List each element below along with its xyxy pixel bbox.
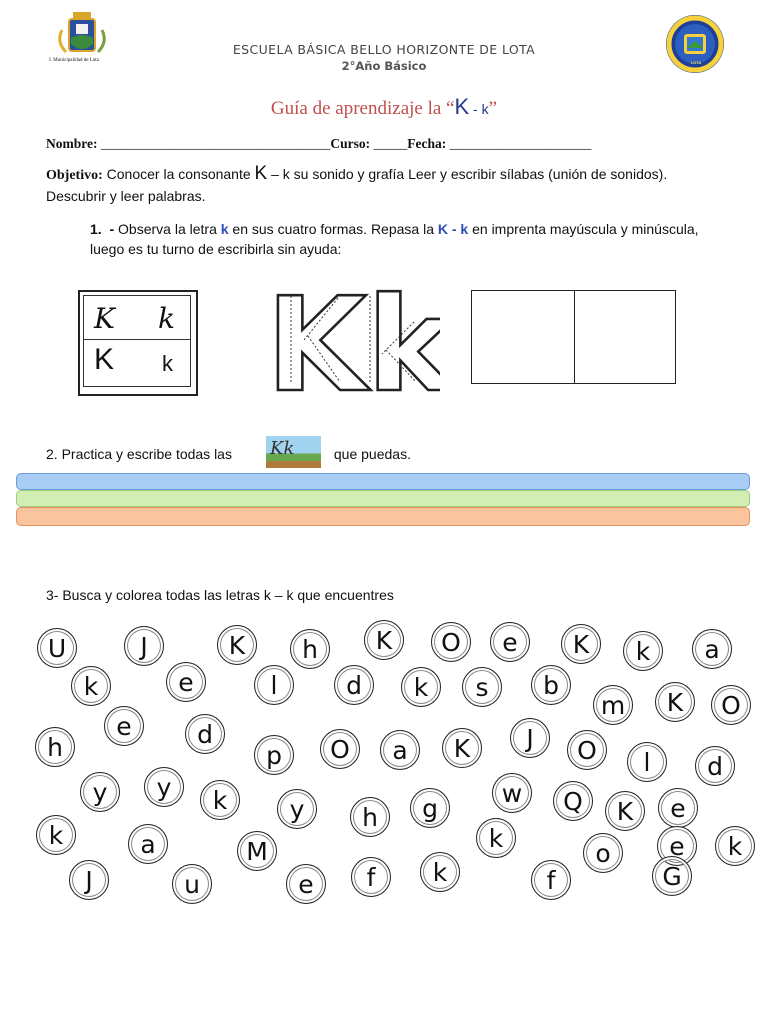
title-suffix: ” [488,98,498,119]
letter-circle[interactable]: l [627,742,667,782]
letter-circle[interactable]: e [166,662,206,702]
name-label: Nombre: [46,136,98,151]
school-seal-text: LOTA [690,60,702,65]
letter-circle[interactable]: m [593,685,633,725]
letter-circle[interactable]: k [401,667,441,707]
instruction-2-text-b: que puedas. [330,446,411,462]
letter-forms-grid [78,290,198,396]
name-field[interactable]: __________________________________ [100,136,331,151]
instruction-1-text-b: en sus cuatro formas. Repasa la [228,221,438,237]
school-name: ESCUELA BÁSICA BELLO HORIZONTE DE LOTA [232,42,536,57]
title-lower-k: k [481,101,489,117]
instruction-1-number: 1. [90,221,102,237]
letter-circle[interactable]: h [35,727,75,767]
letter-circle[interactable]: u [172,864,212,904]
instruction-1-dash: - [109,221,119,237]
grade-level: 2°Año Básico [341,59,427,73]
instruction-2-text-a: 2. Practica y escribe todas las [46,446,232,462]
letter-circle[interactable]: g [410,788,450,828]
letter-circle[interactable]: K [442,728,482,768]
kk-inline-image-text: Kk [270,438,295,459]
course-field[interactable]: _____ [373,136,408,151]
letter-circle[interactable]: s [462,667,502,707]
instruction-1 [90,219,720,259]
write-box-upper[interactable] [471,290,575,384]
write-box-lower[interactable] [573,290,676,384]
letter-circle[interactable]: h [290,629,330,669]
instruction-1-text-a: Observa la letra [118,221,221,237]
letter-circle[interactable]: a [128,824,168,864]
letter-circle[interactable]: d [695,746,735,786]
letter-circle[interactable]: w [492,773,532,813]
trace-kk-glyphs: Kk [266,278,440,398]
objective-label: Objetivo: [46,168,103,183]
writing-line-orange[interactable] [16,507,750,526]
letter-circle[interactable]: p [254,735,294,775]
letter-circle[interactable]: Q [553,781,593,821]
letter-circle[interactable]: e [658,788,698,828]
letter-circle[interactable]: O [320,729,360,769]
letter-circle[interactable]: O [711,685,751,725]
print-upper-k: K [94,343,115,376]
instruction-2 [46,446,232,462]
objective-text-b: – k su sonido y grafía Leer y escribir sílabas (unión de sonidos). Descubrir y leer palabras. [46,166,668,204]
letter-circle[interactable]: l [254,665,294,705]
letter-circle[interactable]: J [69,860,109,900]
title-upper-k: K [454,94,470,119]
letter-circle[interactable]: K [217,625,257,665]
instruction-1-kpair: K - k [437,221,469,237]
letter-circle[interactable]: K [364,620,404,660]
letter-circle[interactable]: K [605,791,645,831]
cursive-upper-k: K [94,302,115,335]
letter-circle[interactable]: e [657,826,697,866]
instruction-1-k: k [220,221,229,237]
instruction-1-text-c: en imprenta mayúscula y minúscula, luego es tu turno de escribirla sin ayuda: [90,221,699,257]
letter-circle[interactable]: J [510,718,550,758]
letter-circle[interactable]: K [561,624,601,664]
letter-circle[interactable]: k [71,666,111,706]
letter-circle[interactable]: b [531,665,571,705]
letter-circle[interactable]: k [476,818,516,858]
date-field[interactable]: _____________________ [449,136,592,151]
letter-circle[interactable]: d [185,714,225,754]
letter-circle[interactable]: k [420,852,460,892]
letter-circle[interactable]: k [715,826,755,866]
letter-circle[interactable]: k [36,815,76,855]
letter-circle[interactable]: a [692,629,732,669]
objective [46,164,726,206]
page-title [0,94,768,120]
student-info-fields [46,136,591,152]
instruction-3: 3- Busca y colorea todas las letras k – k que encuentres [46,587,394,603]
letter-circle[interactable]: G [652,856,692,896]
letter-circle[interactable]: h [350,797,390,837]
title-sep: - [469,101,482,117]
letter-circle[interactable]: O [431,622,471,662]
letter-circle[interactable]: k [200,780,240,820]
objective-k: K [254,163,268,184]
letter-circle[interactable]: y [144,767,184,807]
date-label: Fecha: [407,136,447,151]
course-label: Curso: [330,136,371,151]
trace-letters-kk [264,278,440,398]
letter-circle[interactable]: a [380,730,420,770]
letter-circle[interactable]: O [567,730,607,770]
objective-text-a: Conocer la consonante [102,166,255,182]
letter-circle[interactable]: f [531,860,571,900]
letter-circle[interactable]: e [286,864,326,904]
writing-line-green[interactable] [16,490,750,507]
title-prefix: Guía de aprendizaje la “ [270,98,455,119]
letter-circle[interactable]: M [237,831,277,871]
letter-circle[interactable]: y [277,789,317,829]
letter-circle[interactable]: f [351,857,391,897]
print-lower-k: k [162,351,173,376]
letter-circle[interactable]: y [80,772,120,812]
letter-circle[interactable]: U [37,628,77,668]
cursive-lower-k: k [158,302,175,335]
letter-circle[interactable]: K [655,682,695,722]
letter-circle[interactable]: o [583,833,623,873]
letter-circle[interactable]: e [104,706,144,746]
writing-line-blue[interactable] [16,473,750,490]
letter-circle[interactable]: d [334,665,374,705]
letter-circle[interactable]: k [623,631,663,671]
letter-circle[interactable]: e [490,622,530,662]
kk-inline-image [266,436,321,468]
letter-circle[interactable]: J [124,626,164,666]
municipality-caption: I. Municipalidad de Lota [49,58,99,63]
